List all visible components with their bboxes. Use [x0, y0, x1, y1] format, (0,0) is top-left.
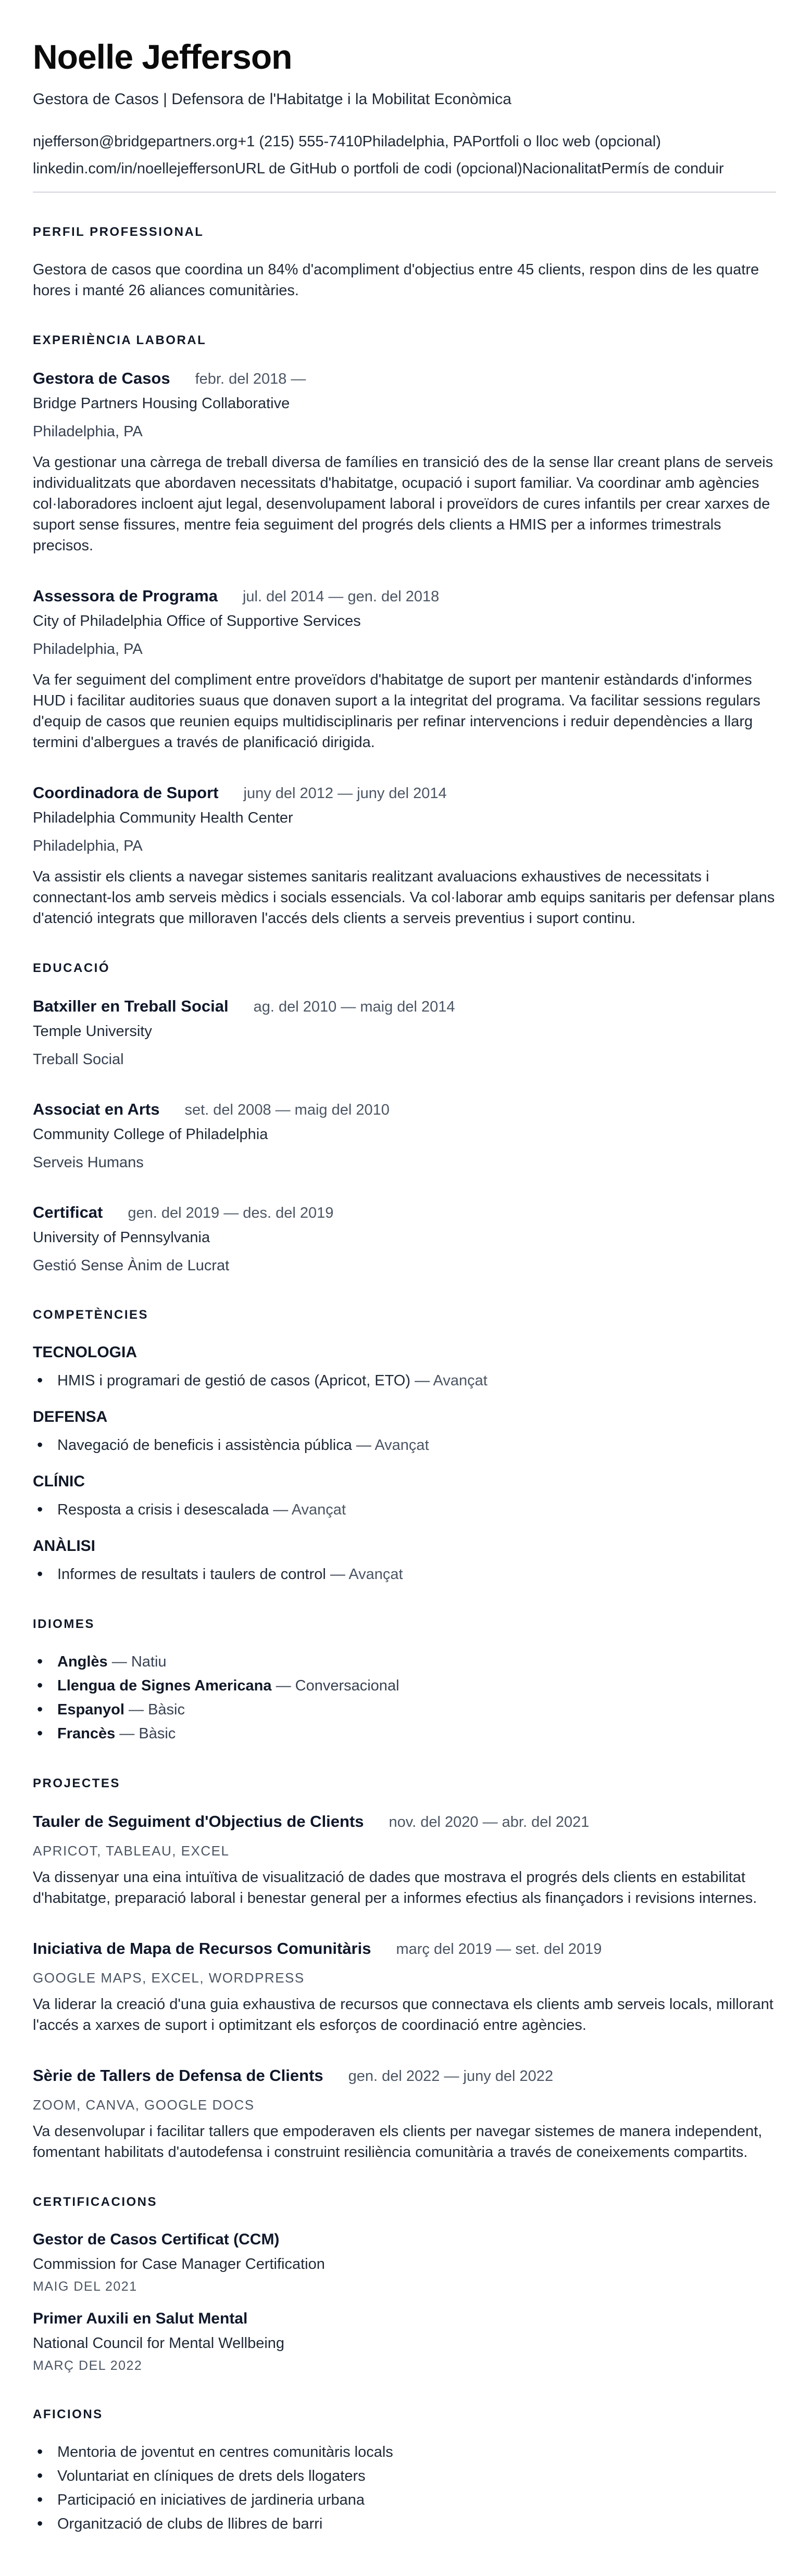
certification-date: MAIG DEL 2021: [33, 2279, 138, 2294]
education-dates: gen. del 2019 — des. del 2019: [128, 1205, 334, 1221]
skill-list: [33, 1564, 776, 1585]
certification-name: Primer Auxili en Salut Mental: [33, 2310, 248, 2327]
dash-separator: —: [276, 1677, 291, 1694]
school-name: Temple University: [33, 1023, 152, 1040]
skill-category: [33, 1407, 776, 1456]
resume-document: [33, 36, 776, 2534]
section-education: [33, 960, 776, 1276]
certification-entry: [33, 2229, 776, 2296]
certification-name: Gestor de Casos Certificat (CCM): [33, 2231, 280, 2248]
job-company: Philadelphia Community Health Center: [33, 810, 293, 826]
section-projects: [33, 1775, 776, 2163]
dash-separator: —: [415, 1372, 430, 1389]
hobby-list: [33, 2442, 776, 2534]
hobby-item: • Voluntariat en clíniques de drets dels llogaters: [33, 2466, 776, 2486]
education-dates: set. del 2008 — maig del 2010: [184, 1102, 390, 1118]
project-stack: ZOOM, CANVA, GOOGLE DOCS: [33, 2097, 255, 2113]
language-item: [33, 1651, 776, 1672]
project-dates: març del 2019 — set. del 2019: [396, 1941, 602, 1958]
dash-separator: —: [356, 1437, 371, 1454]
degree-title: Associat en Arts: [33, 1100, 160, 1118]
language-item: [33, 1723, 776, 1744]
skill-list: [33, 1435, 776, 1456]
education-heading: EDUCACIÓ: [33, 961, 110, 975]
job-company: Bridge Partners Housing Collaborative: [33, 395, 290, 412]
profile-summary: Gestora de casos que coordina un 84% d'acompliment d'objectius entre 45 clients, respon dins de les quatre hores i manté 26 aliances comunitàries.: [33, 261, 759, 299]
field-of-study: Gestió Sense Ànim de Lucrat: [33, 1257, 230, 1274]
school-name: University of Pennsylvania: [33, 1229, 210, 1246]
certification-issuer: Commission for Case Manager Certification: [33, 2256, 325, 2272]
skills-heading: COMPETÈNCIES: [33, 1308, 149, 1322]
education-entry: [33, 1202, 776, 1276]
language-item: [33, 1675, 776, 1696]
job-header: [33, 585, 776, 607]
job-description: Va assistir els clients a navegar sistemes sanitaris realitzant avaluacions exhaustives de necessitats i connectant-los amb serveis mèdics i socials essencials. Va col·laborar amb equips sanitaris per defensar plans d'atenció integrats que milloraven l'accés dels clients a serveis preventius i suport continu.: [33, 868, 775, 927]
contact-line-1: njefferson@bridgepartners.org+1 (215) 555-7410Philadelphia, PAPortfoli o lloc web (opcional): [33, 133, 661, 150]
job-header: [33, 368, 776, 389]
person-name: Noelle Jefferson: [33, 37, 292, 76]
language-list: [33, 1651, 776, 1744]
section-experience: [33, 332, 776, 929]
skill-category-name: ANÀLISI: [33, 1537, 95, 1555]
education-header: [33, 1202, 776, 1223]
project-dates: gen. del 2022 — juny del 2022: [348, 2068, 554, 2085]
certification-issuer: National Council for Mental Wellbeing: [33, 2335, 285, 2352]
project-description: Va liderar la creació d'una guia exhaustiva de recursos que connectava els clients amb serveis locals, millorant l'accés a xarxes de suport i optimitzant els esforços de coordinació entre agències.: [33, 1996, 773, 2034]
languages-heading: IDIOMES: [33, 1617, 95, 1631]
job-location: Philadelphia, PA: [33, 838, 143, 854]
skill-item: [33, 1435, 776, 1456]
dash-separator: —: [129, 1701, 144, 1718]
job-header: [33, 782, 776, 804]
project-stack: GOOGLE MAPS, EXCEL, WORDPRESS: [33, 1970, 305, 1986]
project-name: Iniciativa de Mapa de Recursos Comunitàris: [33, 1939, 371, 1958]
education-entry: [33, 995, 776, 1069]
headline: Gestora de Casos | Defensora de l'Habitatge i la Mobilitat Econòmica: [33, 91, 511, 108]
skill-name: Informes de resultats i taulers de control: [57, 1566, 326, 1583]
job-dates: jul. del 2014 — gen. del 2018: [242, 588, 440, 605]
job-description: Va fer seguiment del compliment entre proveïdors d'habitatge de suport per mantenir estàndards d'informes HUD i facilitar auditories suaus que donaven suport a la integritat del programa. Va facilitar sessions regulars d'equip de casos que reunien equips multidisciplinaris per refinar intervencions i reduir dependències a llarg termini d'albergues a través de planificació dirigida.: [33, 672, 760, 751]
skill-item: [33, 1370, 776, 1391]
dash-separator: —: [273, 1501, 289, 1518]
skill-category: [33, 1536, 776, 1585]
hobby-item: • Organització de clubs de llibres de barri: [33, 2514, 776, 2534]
education-header: [33, 1098, 776, 1120]
skill-category: [33, 1342, 776, 1391]
project-description: Va dissenyar una eina intuïtiva de visualització de dades que mostrava el progrés dels clients en estabilitat d'habitatge, preparació laboral i benestar general per a informes efectius als finançadors i revisions internes.: [33, 1869, 757, 1906]
education-header: [33, 995, 776, 1017]
contact-line-2: linkedin.com/in/noellejeffersonURL de GitHub o portfoli de codi (opcional)NacionalitatPermís de conduir: [33, 160, 724, 177]
job-title: Coordinadora de Suport: [33, 784, 219, 802]
skill-list: [33, 1370, 776, 1391]
project-header: [33, 1938, 776, 1960]
project-stack: APRICOT, TABLEAU, EXCEL: [33, 1843, 230, 1859]
school-name: Community College of Philadelphia: [33, 1126, 268, 1143]
skill-level: Avançat: [291, 1501, 346, 1518]
skill-category: [33, 1471, 776, 1520]
skill-level: Avançat: [374, 1437, 429, 1454]
language-name: Anglès: [57, 1653, 108, 1670]
degree-title: Certificat: [33, 1203, 103, 1221]
job-title: Gestora de Casos: [33, 369, 170, 387]
section-certifications: [33, 2194, 776, 2375]
degree-title: Batxiller en Treball Social: [33, 997, 229, 1015]
skill-list: [33, 1499, 776, 1520]
language-name: Francès: [57, 1725, 116, 1742]
resume-header: [33, 36, 776, 193]
project-description: Va desenvolupar i facilitar tallers que empoderaven els clients per navegar sistemes de manera independent, fomentant habilitats d'autodefensa i construint resiliència comunitària a través de coneixements compartits.: [33, 2123, 762, 2161]
project-dates: nov. del 2020 — abr. del 2021: [389, 1814, 590, 1830]
language-level: Bàsic: [139, 1725, 176, 1742]
skill-name: Navegació de beneficis i assistència pública: [57, 1437, 352, 1454]
language-level: Natiu: [131, 1653, 167, 1670]
hobby-item: • Mentoria de joventut en centres comunitàris locals: [33, 2442, 776, 2463]
section-skills: [33, 1307, 776, 1585]
project-entry: [33, 1938, 776, 2036]
projects-heading: PROJECTES: [33, 1776, 120, 1790]
skill-category-name: TECNOLOGIA: [33, 1344, 137, 1361]
job-dates: juny del 2012 — juny del 2014: [243, 785, 447, 802]
skill-category-name: CLÍNIC: [33, 1473, 85, 1490]
job-location: Philadelphia, PA: [33, 641, 143, 658]
language-level: Bàsic: [148, 1701, 185, 1718]
skill-name: HMIS i programari de gestió de casos (Apricot, ETO): [57, 1372, 410, 1389]
education-entry: [33, 1098, 776, 1172]
profile-heading: PERFIL PROFESSIONAL: [33, 225, 204, 239]
hobby-item: • Participació en iniciatives de jardineria urbana: [33, 2490, 776, 2510]
certifications-heading: CERTIFICACIONS: [33, 2195, 157, 2209]
certification-date: MARÇ DEL 2022: [33, 2358, 143, 2373]
field-of-study: Treball Social: [33, 1051, 124, 1068]
language-item: [33, 1699, 776, 1720]
job-entry: [33, 368, 776, 556]
contact-block: [33, 131, 776, 179]
language-level: Conversacional: [295, 1677, 399, 1694]
education-dates: ag. del 2010 — maig del 2014: [253, 999, 455, 1015]
job-description: Va gestionar una càrrega de treball diversa de famílies en transició des de la sense llar creant plans de serveis individualitzats que abordaven necessitats d'habitatge, ocupació i suport familiar. Va coordinar amb agències col·laboradores incloent ajut legal, desenvolupament laboral i proveïdors de cures infantils per crear xarxes de suport sense fissures, mentre feia seguiment del progrés dels clients a HMIS per a informes trimestrals precisos.: [33, 454, 773, 554]
project-name: Tauler de Seguiment d'Objectius de Clients: [33, 1812, 364, 1830]
job-entry: [33, 782, 776, 929]
project-header: [33, 1811, 776, 1833]
skill-level: Avançat: [433, 1372, 488, 1389]
skill-category-name: DEFENSA: [33, 1408, 108, 1425]
language-name: Llengua de Signes Americana: [57, 1677, 272, 1694]
experience-heading: EXPERIÈNCIA LABORAL: [33, 333, 207, 347]
dash-separator: —: [111, 1653, 127, 1670]
skill-item: [33, 1564, 776, 1585]
field-of-study: Serveis Humans: [33, 1154, 144, 1171]
section-profile: [33, 224, 776, 301]
section-languages: [33, 1616, 776, 1744]
job-dates: febr. del 2018 —: [195, 371, 306, 387]
project-entry: [33, 1811, 776, 1909]
job-title: Assessora de Programa: [33, 587, 218, 605]
job-entry: [33, 585, 776, 753]
skill-item: [33, 1499, 776, 1520]
project-entry: [33, 2065, 776, 2163]
skill-name: Resposta a crisis i desescalada: [57, 1501, 269, 1518]
job-location: Philadelphia, PA: [33, 423, 143, 440]
project-header: [33, 2065, 776, 2087]
job-company: City of Philadelphia Office of Supportive Services: [33, 613, 361, 629]
hobbies-heading: AFICIONS: [33, 2407, 103, 2421]
header-divider: [33, 192, 776, 193]
dash-separator: —: [119, 1725, 135, 1742]
skill-level: Avançat: [348, 1566, 403, 1583]
section-hobbies: [33, 2406, 776, 2534]
dash-separator: —: [330, 1566, 345, 1583]
certification-entry: [33, 2308, 776, 2375]
language-name: Espanyol: [57, 1701, 124, 1718]
project-name: Sèrie de Tallers de Defensa de Clients: [33, 2066, 323, 2085]
